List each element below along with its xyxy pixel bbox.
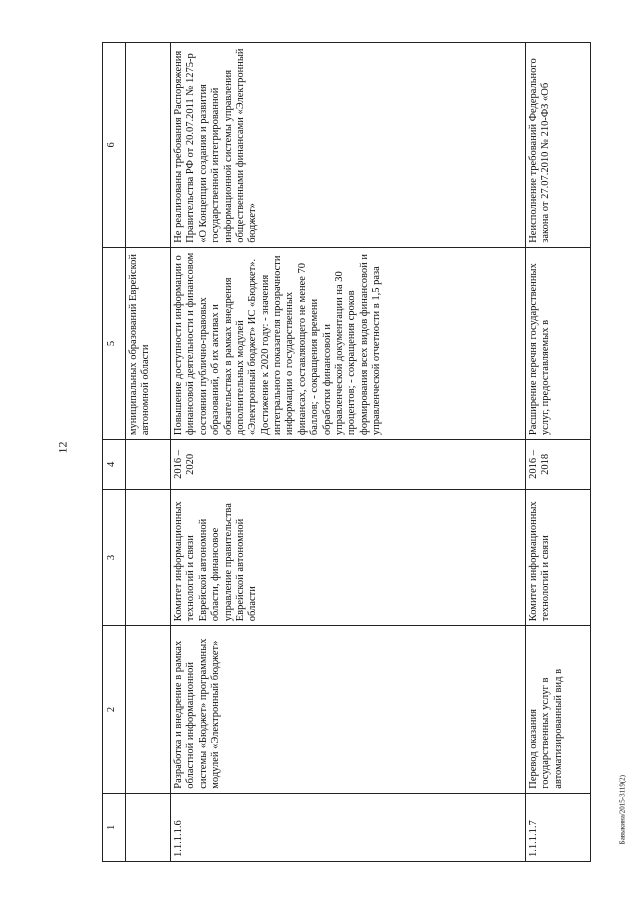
activity-name: Разработка и внедрение в рамках областной информационной системы «Бюджет» программных модулей «Электронный бюджет»: [171, 626, 526, 794]
table-cell: [126, 793, 171, 861]
page-number: 12: [55, 441, 70, 454]
period-text: 2016 – 2018: [528, 449, 552, 479]
activity-period: [171, 440, 526, 490]
table-cell: [126, 440, 171, 490]
column-header: 6: [103, 43, 126, 248]
activity-consequence: Не реализованы требования Распоряжения Правительства РФ от 20.07.2011 № 1275-р «О Концепции создания и развития государственной интегрированной информационной системы управления общественными финансами «Электронный бюджет»: [171, 43, 526, 248]
activity-name: Перевод оказания государственных услуг в автоматизированный вид в: [526, 626, 591, 794]
activity-result: Повышение доступности информации о финансовой деятельности и финансовом состоянии публично-правовых образований, об их активах и обязательствах в рамках внедрения дополнительных модулей «Электронный бюджет» ИС «Бюджет». Достижение к 2020 году: - значения интегрального показателя прозрачности информации о государственных финансах, составляющего не менее 70 баллов; - сокращения времени обработки финансовой и управленческой документации на 30 процентов; - сокращения сроков формирования всех видов финансовой и управленческой отчетности в 1,5 раза: [171, 247, 526, 439]
column-header: 5: [103, 247, 126, 439]
activity-result: Расширение перечня государственных услуг, предоставляемых в: [526, 247, 591, 439]
rotated-table-container: [102, 42, 602, 862]
column-header: 4: [103, 440, 126, 490]
activity-executor: Комитет информационных технологий и связи Еврейской автономной области, финансовое управление правительства Еврейской автономной области: [171, 489, 526, 626]
table-row: [526, 43, 591, 862]
header-row: [103, 43, 126, 862]
column-header: 1: [103, 793, 126, 861]
period-text: 2016 – 2020: [173, 449, 197, 479]
activity-period: [526, 440, 591, 490]
program-activities-table: [102, 42, 591, 862]
column-header: 2: [103, 626, 126, 794]
continuation-row: [126, 43, 171, 862]
activity-number: 1.1.1.1.7: [526, 793, 591, 861]
column-header: 3: [103, 489, 126, 626]
table-cell: [126, 626, 171, 794]
document-code: Бавыкина/2015-3119(2): [618, 775, 626, 845]
continuation-text: муниципальных образований Еврейской автономной области: [126, 247, 171, 439]
activity-executor: Комитет информационных технологий и связи: [526, 489, 591, 626]
activity-consequence: Неисполнение требований Федерального закона от 27.07.2010 № 210-ФЗ «Об: [526, 43, 591, 248]
table-cell: [126, 489, 171, 626]
activity-number: 1.1.1.1.6: [171, 793, 526, 861]
table-row: [171, 43, 526, 862]
table-cell: [126, 43, 171, 248]
